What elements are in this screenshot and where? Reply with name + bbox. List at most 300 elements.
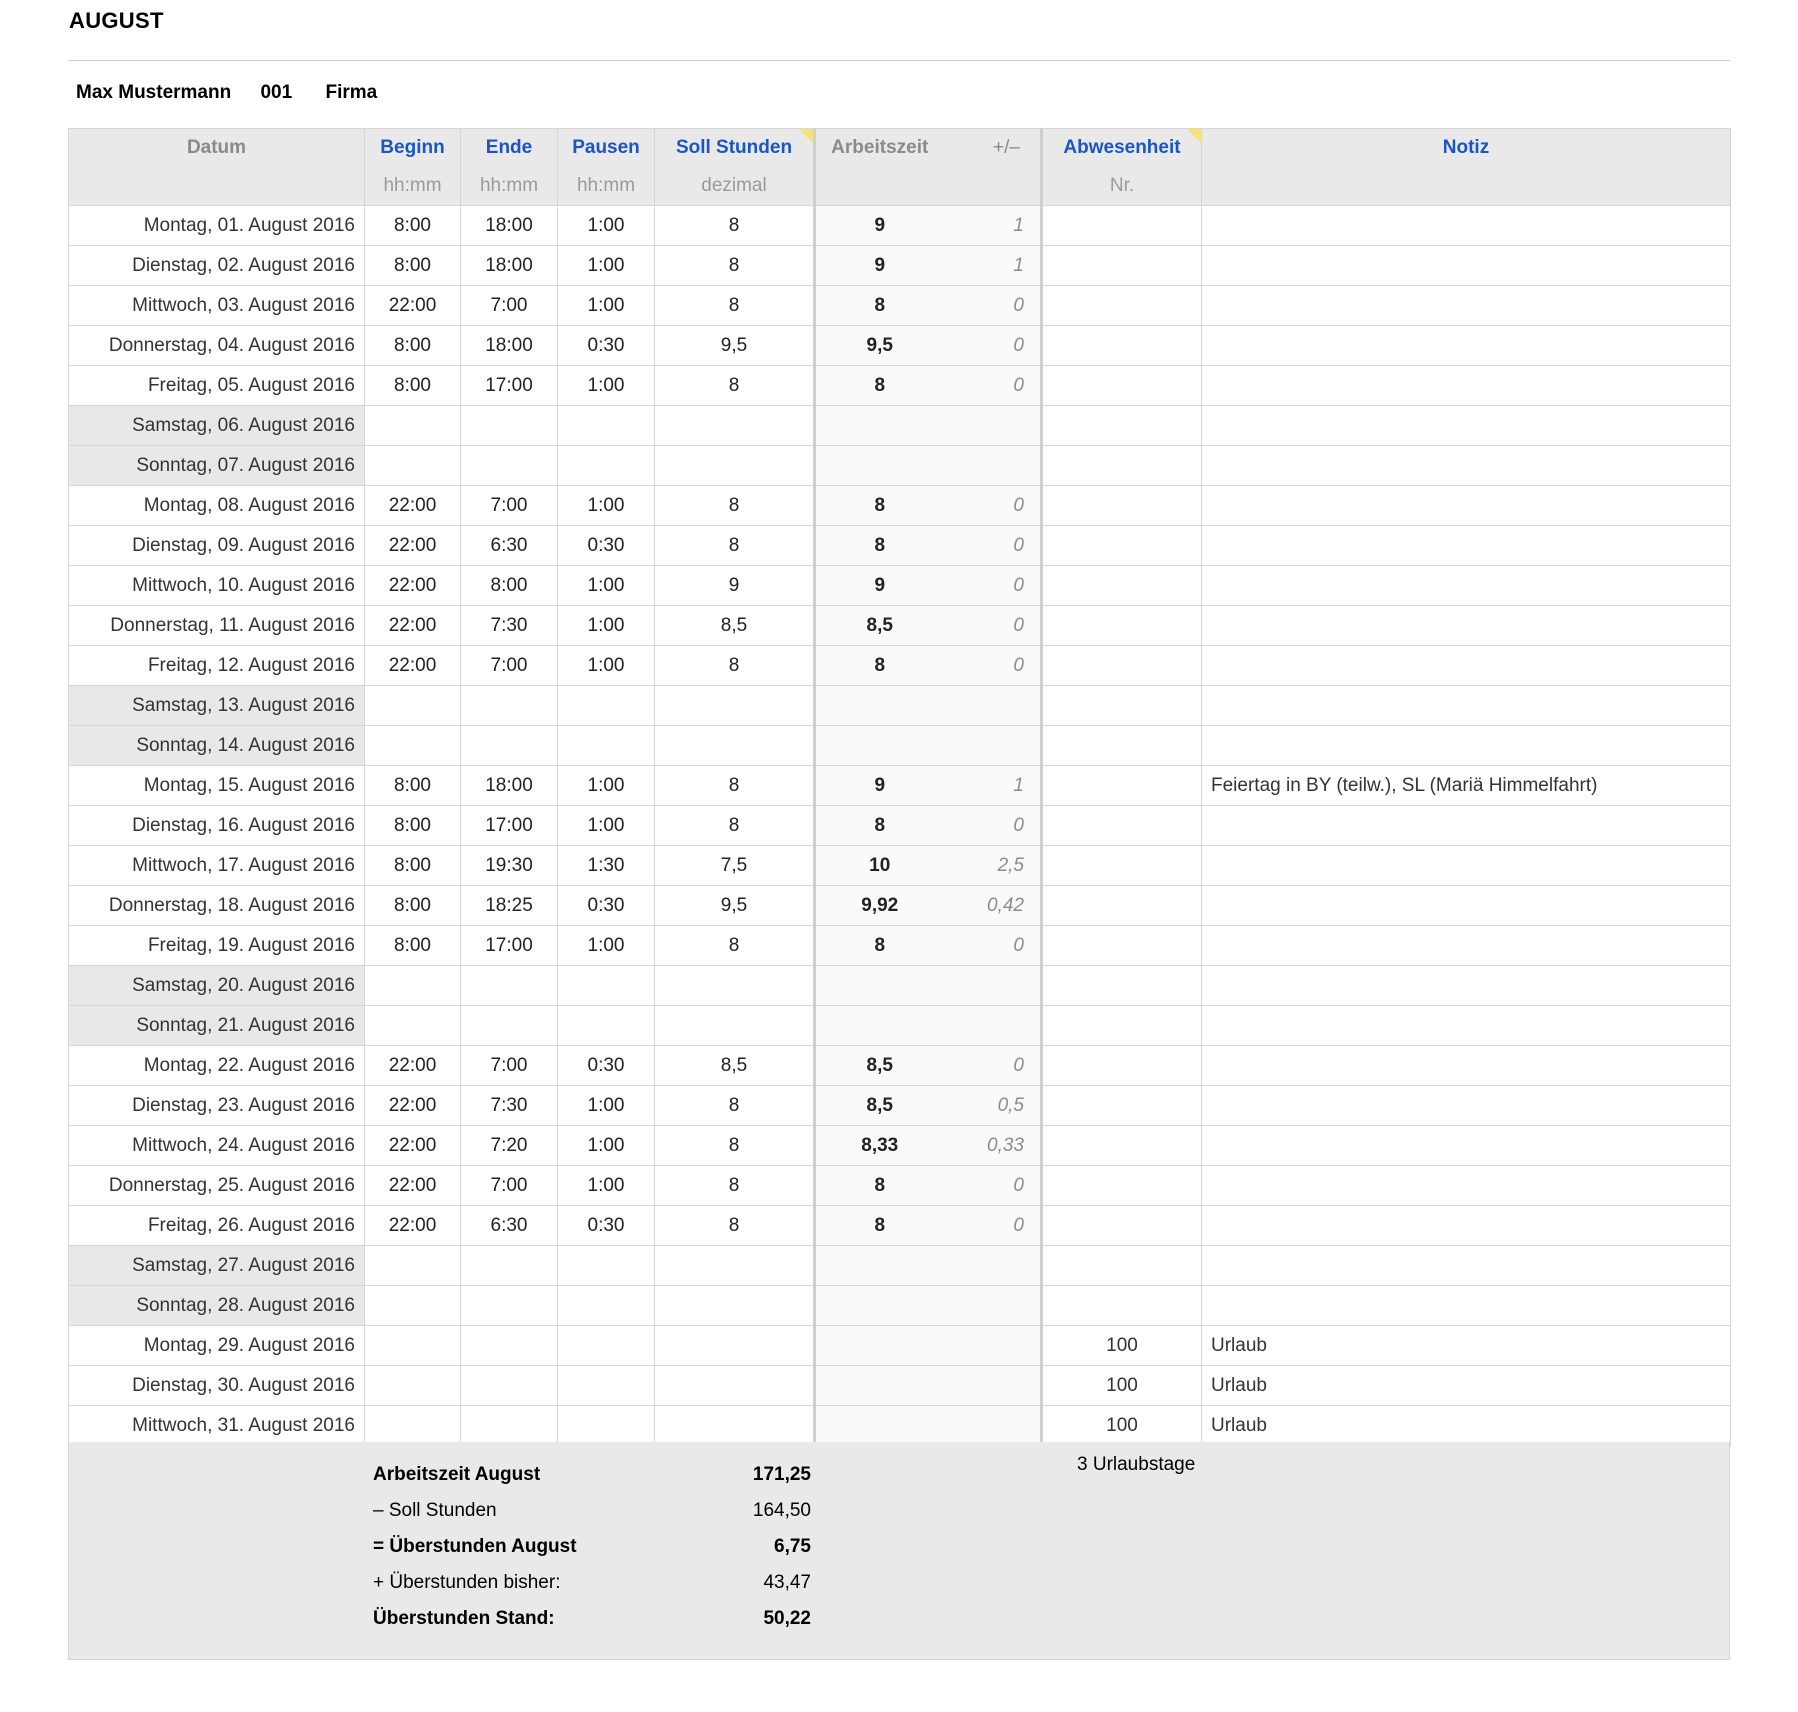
ende-cell[interactable] (461, 1246, 558, 1286)
ende-cell[interactable] (461, 406, 558, 446)
diff-cell: 0 (944, 806, 1042, 846)
date-cell: Mittwoch, 10. August 2016 (69, 566, 365, 606)
date-cell: Sonntag, 28. August 2016 (69, 1286, 365, 1326)
notiz-cell[interactable]: Feiertag in BY (teilw.), SL (Mariä Himmelfahrt) (1202, 766, 1731, 806)
beginn-cell[interactable] (365, 446, 461, 486)
pausen-cell[interactable]: 1:00 (558, 806, 655, 846)
summary-label: + Überstunden bisher: (373, 1572, 561, 1593)
notiz-cell[interactable] (1202, 806, 1731, 846)
pausen-cell[interactable]: 1:00 (558, 1126, 655, 1166)
notiz-cell[interactable] (1202, 1166, 1731, 1206)
summary-label: = Überstunden August (373, 1536, 577, 1557)
summary-label: Überstunden Stand: (373, 1608, 555, 1629)
summary-value: 164,50 (752, 1500, 811, 1521)
ende-cell[interactable]: 7:30 (461, 1086, 558, 1126)
beginn-cell[interactable] (365, 726, 461, 766)
abwesenheit-cell[interactable] (1042, 926, 1202, 966)
ende-cell[interactable]: 6:30 (461, 1206, 558, 1246)
abwesenheit-cell[interactable] (1042, 246, 1202, 286)
notiz-cell[interactable]: Urlaub (1202, 1326, 1731, 1366)
beginn-cell[interactable]: 8:00 (365, 846, 461, 886)
ende-cell[interactable]: 7:20 (461, 1126, 558, 1166)
col-header-ende[interactable]: Ende (461, 129, 558, 168)
abwesenheit-cell[interactable] (1042, 326, 1202, 366)
table-row (69, 646, 1731, 686)
ende-cell[interactable]: 18:00 (461, 206, 558, 246)
notiz-cell[interactable] (1202, 326, 1731, 366)
abwesenheit-cell[interactable] (1042, 766, 1202, 806)
abwesenheit-cell[interactable] (1042, 1166, 1202, 1206)
unit-soll: dezimal (655, 167, 815, 206)
unit-abwesenheit: Nr. (1042, 167, 1202, 206)
pausen-cell[interactable] (558, 1366, 655, 1406)
soll-cell[interactable]: 9,5 (655, 326, 815, 366)
notiz-cell[interactable] (1202, 886, 1731, 926)
beginn-cell[interactable] (365, 1006, 461, 1046)
pausen-cell[interactable] (558, 1326, 655, 1366)
ende-cell[interactable]: 18:00 (461, 766, 558, 806)
soll-cell[interactable] (655, 446, 815, 486)
timesheet-body (69, 206, 1731, 1446)
unit-notiz (1202, 167, 1731, 206)
unit-diff (944, 167, 1042, 206)
notiz-cell[interactable] (1202, 606, 1731, 646)
col-header-soll-stunden[interactable]: Soll Stunden (655, 129, 815, 168)
soll-cell[interactable] (655, 966, 815, 1006)
date-cell: Donnerstag, 25. August 2016 (69, 1166, 365, 1206)
header-row (69, 129, 1731, 168)
date-cell: Freitag, 26. August 2016 (69, 1206, 365, 1246)
ende-cell[interactable] (461, 726, 558, 766)
abwesenheit-cell[interactable] (1042, 1086, 1202, 1126)
ende-cell[interactable]: 7:00 (461, 1046, 558, 1086)
unit-datum (69, 167, 365, 206)
date-cell: Samstag, 06. August 2016 (69, 406, 365, 446)
abwesenheit-cell[interactable] (1042, 1286, 1202, 1326)
notiz-cell[interactable] (1202, 526, 1731, 566)
ende-cell[interactable]: 17:00 (461, 806, 558, 846)
date-cell: Mittwoch, 31. August 2016 (69, 1406, 365, 1446)
table-row (69, 206, 1731, 246)
abwesenheit-cell[interactable] (1042, 206, 1202, 246)
notiz-cell[interactable]: Urlaub (1202, 1366, 1731, 1406)
notiz-cell[interactable] (1202, 246, 1731, 286)
soll-cell[interactable]: 7,5 (655, 846, 815, 886)
abwesenheit-cell[interactable] (1042, 606, 1202, 646)
diff-cell: 0 (944, 1206, 1042, 1246)
table-row-weekend (69, 726, 1731, 766)
beginn-cell[interactable]: 8:00 (365, 926, 461, 966)
pausen-cell[interactable] (558, 446, 655, 486)
arbeitszeit-cell (815, 1406, 944, 1446)
arbeitszeit-cell: 8 (815, 526, 944, 566)
table-row (69, 1086, 1731, 1126)
beginn-cell[interactable] (365, 966, 461, 1006)
beginn-cell[interactable] (365, 1366, 461, 1406)
beginn-cell[interactable]: 22:00 (365, 1046, 461, 1086)
arbeitszeit-cell: 8 (815, 926, 944, 966)
notiz-cell[interactable] (1202, 1046, 1731, 1086)
table-row (69, 1166, 1731, 1206)
beginn-cell[interactable]: 8:00 (365, 886, 461, 926)
pausen-cell[interactable]: 1:00 (558, 246, 655, 286)
col-header-notiz[interactable]: Notiz (1202, 129, 1731, 168)
arbeitszeit-cell: 8,5 (815, 1046, 944, 1086)
soll-cell[interactable]: 8 (655, 526, 815, 566)
arbeitszeit-cell: 8 (815, 486, 944, 526)
summary-label: Arbeitszeit August (373, 1464, 541, 1485)
pausen-cell[interactable]: 0:30 (558, 526, 655, 566)
beginn-cell[interactable]: 22:00 (365, 286, 461, 326)
date-cell: Sonntag, 07. August 2016 (69, 446, 365, 486)
abwesenheit-cell[interactable] (1042, 886, 1202, 926)
diff-cell: 0 (944, 286, 1042, 326)
table-row (69, 246, 1731, 286)
soll-cell[interactable]: 8 (655, 646, 815, 686)
date-cell: Montag, 01. August 2016 (69, 206, 365, 246)
pausen-cell[interactable]: 1:00 (558, 1086, 655, 1126)
summary-panel (68, 1442, 1730, 1660)
ende-cell[interactable]: 7:30 (461, 606, 558, 646)
ende-cell[interactable] (461, 1006, 558, 1046)
arbeitszeit-cell: 10 (815, 846, 944, 886)
diff-cell: 0 (944, 1166, 1042, 1206)
beginn-cell[interactable] (365, 1326, 461, 1366)
ende-cell[interactable]: 17:00 (461, 926, 558, 966)
table-row (69, 1046, 1731, 1086)
pausen-cell[interactable]: 1:00 (558, 366, 655, 406)
notiz-cell[interactable] (1202, 446, 1731, 486)
beginn-cell[interactable] (365, 406, 461, 446)
soll-cell[interactable]: 8 (655, 766, 815, 806)
beginn-cell[interactable]: 22:00 (365, 1206, 461, 1246)
ende-cell[interactable] (461, 1286, 558, 1326)
diff-cell (944, 1406, 1042, 1446)
diff-cell (944, 966, 1042, 1006)
ende-cell[interactable]: 6:30 (461, 526, 558, 566)
diff-cell: 0 (944, 486, 1042, 526)
pausen-cell[interactable] (558, 1286, 655, 1326)
pausen-cell[interactable]: 0:30 (558, 1046, 655, 1086)
soll-cell[interactable]: 8 (655, 206, 815, 246)
col-header-abwesenheit[interactable]: Abwesenheit (1042, 129, 1202, 168)
abwesenheit-cell[interactable] (1042, 1246, 1202, 1286)
pausen-cell[interactable]: 1:00 (558, 486, 655, 526)
abwesenheit-cell[interactable] (1042, 1046, 1202, 1086)
ende-cell[interactable] (461, 446, 558, 486)
company-name: Firma (325, 82, 378, 103)
soll-cell[interactable]: 8 (655, 366, 815, 406)
soll-cell[interactable]: 8 (655, 1086, 815, 1126)
unit-arbeitszeit (815, 167, 944, 206)
pausen-cell[interactable] (558, 686, 655, 726)
pausen-cell[interactable]: 1:00 (558, 766, 655, 806)
notiz-cell[interactable] (1202, 406, 1731, 446)
beginn-cell[interactable]: 8:00 (365, 766, 461, 806)
ende-cell[interactable] (461, 1406, 558, 1446)
arbeitszeit-cell: 8 (815, 286, 944, 326)
soll-cell[interactable]: 8 (655, 1126, 815, 1166)
notiz-cell[interactable] (1202, 926, 1731, 966)
beginn-cell[interactable]: 22:00 (365, 566, 461, 606)
date-cell: Sonntag, 21. August 2016 (69, 1006, 365, 1046)
soll-cell[interactable]: 8 (655, 286, 815, 326)
timesheet-table (68, 128, 1731, 1446)
pausen-cell[interactable] (558, 1006, 655, 1046)
diff-cell (944, 726, 1042, 766)
ende-cell[interactable] (461, 686, 558, 726)
beginn-cell[interactable]: 22:00 (365, 1166, 461, 1206)
ende-cell[interactable]: 7:00 (461, 286, 558, 326)
date-cell: Freitag, 05. August 2016 (69, 366, 365, 406)
notiz-cell[interactable] (1202, 1126, 1731, 1166)
date-cell: Samstag, 27. August 2016 (69, 1246, 365, 1286)
beginn-cell[interactable]: 22:00 (365, 646, 461, 686)
summary-value: 50,22 (763, 1608, 811, 1629)
soll-cell[interactable] (655, 1406, 815, 1446)
soll-cell[interactable] (655, 1006, 815, 1046)
arbeitszeit-cell (815, 1246, 944, 1286)
notiz-cell[interactable] (1202, 726, 1731, 766)
pausen-cell[interactable] (558, 726, 655, 766)
abwesenheit-cell[interactable]: 100 (1042, 1366, 1202, 1406)
arbeitszeit-cell: 9,92 (815, 886, 944, 926)
notiz-cell[interactable] (1202, 846, 1731, 886)
soll-cell[interactable]: 9,5 (655, 886, 815, 926)
abwesenheit-cell[interactable] (1042, 726, 1202, 766)
abwesenheit-cell[interactable] (1042, 526, 1202, 566)
arbeitszeit-cell (815, 446, 944, 486)
abwesenheit-cell[interactable] (1042, 286, 1202, 326)
summary-value: 6,75 (774, 1536, 811, 1557)
pausen-cell[interactable]: 1:30 (558, 846, 655, 886)
ende-cell[interactable] (461, 966, 558, 1006)
diff-cell: 1 (944, 766, 1042, 806)
arbeitszeit-cell: 9,5 (815, 326, 944, 366)
soll-cell[interactable]: 9 (655, 566, 815, 606)
soll-cell[interactable] (655, 1246, 815, 1286)
pausen-cell[interactable]: 1:00 (558, 286, 655, 326)
diff-cell: 0 (944, 606, 1042, 646)
ende-cell[interactable]: 19:30 (461, 846, 558, 886)
pausen-cell[interactable]: 1:00 (558, 926, 655, 966)
header-units-row (69, 167, 1731, 206)
date-cell: Mittwoch, 24. August 2016 (69, 1126, 365, 1166)
title-divider (68, 60, 1730, 61)
pausen-cell[interactable] (558, 406, 655, 446)
ende-cell[interactable]: 7:00 (461, 1166, 558, 1206)
soll-cell[interactable] (655, 406, 815, 446)
ende-cell[interactable]: 18:00 (461, 326, 558, 366)
table-row (69, 486, 1731, 526)
pausen-cell[interactable] (558, 1406, 655, 1446)
ende-cell[interactable]: 18:00 (461, 246, 558, 286)
diff-cell: 2,5 (944, 846, 1042, 886)
abwesenheit-cell[interactable] (1042, 966, 1202, 1006)
soll-cell[interactable]: 8 (655, 1206, 815, 1246)
abwesenheit-cell[interactable] (1042, 366, 1202, 406)
soll-cell[interactable]: 8 (655, 246, 815, 286)
arbeitszeit-cell: 9 (815, 766, 944, 806)
date-cell: Dienstag, 23. August 2016 (69, 1086, 365, 1126)
abwesenheit-cell[interactable] (1042, 1006, 1202, 1046)
abwesenheit-cell[interactable] (1042, 1206, 1202, 1246)
beginn-cell[interactable]: 22:00 (365, 486, 461, 526)
arbeitszeit-cell: 8,5 (815, 1086, 944, 1126)
table-row-weekend (69, 966, 1731, 1006)
notiz-cell[interactable] (1202, 486, 1731, 526)
notiz-cell[interactable] (1202, 646, 1731, 686)
diff-cell (944, 1286, 1042, 1326)
arbeitszeit-cell: 8 (815, 1206, 944, 1246)
table-row (69, 566, 1731, 606)
col-header-datum: Datum (69, 129, 365, 168)
ende-cell[interactable] (461, 1366, 558, 1406)
abwesenheit-cell[interactable] (1042, 686, 1202, 726)
ende-cell[interactable]: 7:00 (461, 486, 558, 526)
notiz-cell[interactable] (1202, 1206, 1731, 1246)
col-header-pausen[interactable]: Pausen (558, 129, 655, 168)
summary-label: – Soll Stunden (373, 1500, 497, 1521)
beginn-cell[interactable]: 22:00 (365, 1126, 461, 1166)
soll-cell[interactable]: 8 (655, 926, 815, 966)
arbeitszeit-cell: 8 (815, 1166, 944, 1206)
table-row (69, 326, 1731, 366)
pausen-cell[interactable]: 1:00 (558, 646, 655, 686)
soll-cell[interactable]: 8,5 (655, 1046, 815, 1086)
pausen-cell[interactable]: 0:30 (558, 1206, 655, 1246)
beginn-cell[interactable]: 8:00 (365, 806, 461, 846)
pausen-cell[interactable] (558, 1246, 655, 1286)
date-cell: Freitag, 19. August 2016 (69, 926, 365, 966)
soll-cell[interactable] (655, 1366, 815, 1406)
col-header-beginn[interactable]: Beginn (365, 129, 461, 168)
pausen-cell[interactable]: 1:00 (558, 206, 655, 246)
notiz-cell[interactable] (1202, 1086, 1731, 1126)
date-cell: Donnerstag, 18. August 2016 (69, 886, 365, 926)
abwesenheit-cell[interactable] (1042, 446, 1202, 486)
soll-cell[interactable]: 8 (655, 806, 815, 846)
soll-cell[interactable] (655, 1326, 815, 1366)
employee-name: Max Mustermann (76, 82, 232, 103)
arbeitszeit-cell: 8,5 (815, 606, 944, 646)
date-cell: Montag, 29. August 2016 (69, 1326, 365, 1366)
notiz-cell[interactable] (1202, 1246, 1731, 1286)
table-row-weekend (69, 686, 1731, 726)
notiz-cell[interactable] (1202, 1286, 1731, 1326)
abwesenheit-cell[interactable] (1042, 1126, 1202, 1166)
diff-cell: 0 (944, 566, 1042, 606)
table-row (69, 886, 1731, 926)
abwesenheit-cell[interactable]: 100 (1042, 1406, 1202, 1446)
arbeitszeit-cell: 9 (815, 246, 944, 286)
pausen-cell[interactable]: 0:30 (558, 326, 655, 366)
date-cell: Montag, 22. August 2016 (69, 1046, 365, 1086)
beginn-cell[interactable]: 8:00 (365, 326, 461, 366)
abwesenheit-cell[interactable] (1042, 406, 1202, 446)
abwesenheit-cell[interactable] (1042, 806, 1202, 846)
beginn-cell[interactable]: 8:00 (365, 246, 461, 286)
notiz-cell[interactable] (1202, 366, 1731, 406)
table-row (69, 286, 1731, 326)
diff-cell: 0,42 (944, 886, 1042, 926)
notiz-cell[interactable] (1202, 566, 1731, 606)
diff-cell: 0 (944, 646, 1042, 686)
soll-cell[interactable]: 8 (655, 1166, 815, 1206)
diff-cell: 0 (944, 326, 1042, 366)
beginn-cell[interactable]: 22:00 (365, 526, 461, 566)
ende-cell[interactable]: 17:00 (461, 366, 558, 406)
beginn-cell[interactable]: 8:00 (365, 366, 461, 406)
date-cell: Freitag, 12. August 2016 (69, 646, 365, 686)
beginn-cell[interactable] (365, 1406, 461, 1446)
diff-cell (944, 686, 1042, 726)
pausen-cell[interactable] (558, 966, 655, 1006)
abwesenheit-cell[interactable] (1042, 846, 1202, 886)
arbeitszeit-cell (815, 686, 944, 726)
abwesenheit-cell[interactable] (1042, 646, 1202, 686)
pausen-cell[interactable]: 0:30 (558, 886, 655, 926)
table-row-weekend (69, 1006, 1731, 1046)
employee-number: 001 (260, 82, 293, 103)
notiz-cell[interactable] (1202, 966, 1731, 1006)
pausen-cell[interactable]: 1:00 (558, 606, 655, 646)
soll-cell[interactable] (655, 1286, 815, 1326)
notiz-cell[interactable] (1202, 686, 1731, 726)
ende-cell[interactable]: 18:25 (461, 886, 558, 926)
notiz-cell[interactable] (1202, 286, 1731, 326)
arbeitszeit-cell: 8,33 (815, 1126, 944, 1166)
diff-cell: 0,5 (944, 1086, 1042, 1126)
diff-cell (944, 1246, 1042, 1286)
arbeitszeit-cell (815, 1286, 944, 1326)
abwesenheit-cell[interactable] (1042, 486, 1202, 526)
beginn-cell[interactable] (365, 1286, 461, 1326)
ende-cell[interactable] (461, 1326, 558, 1366)
soll-cell[interactable]: 8,5 (655, 606, 815, 646)
date-cell: Dienstag, 09. August 2016 (69, 526, 365, 566)
ende-cell[interactable]: 8:00 (461, 566, 558, 606)
arbeitszeit-cell (815, 1366, 944, 1406)
unit-beginn: hh:mm (365, 167, 461, 206)
pausen-cell[interactable]: 1:00 (558, 1166, 655, 1206)
arbeitszeit-cell: 8 (815, 646, 944, 686)
beginn-cell[interactable] (365, 686, 461, 726)
date-cell: Mittwoch, 17. August 2016 (69, 846, 365, 886)
abwesenheit-cell[interactable]: 100 (1042, 1326, 1202, 1366)
notiz-cell[interactable]: Urlaub (1202, 1406, 1731, 1446)
date-cell: Montag, 15. August 2016 (69, 766, 365, 806)
beginn-cell[interactable]: 22:00 (365, 1086, 461, 1126)
soll-cell[interactable] (655, 686, 815, 726)
beginn-cell[interactable]: 22:00 (365, 606, 461, 646)
beginn-cell[interactable] (365, 1246, 461, 1286)
diff-cell: 0 (944, 526, 1042, 566)
ende-cell[interactable]: 7:00 (461, 646, 558, 686)
table-row (69, 1206, 1731, 1246)
pausen-cell[interactable]: 1:00 (558, 566, 655, 606)
notiz-cell[interactable] (1202, 206, 1731, 246)
soll-cell[interactable]: 8 (655, 486, 815, 526)
arbeitszeit-cell: 8 (815, 806, 944, 846)
abwesenheit-cell[interactable] (1042, 566, 1202, 606)
diff-cell: 0,33 (944, 1126, 1042, 1166)
date-cell: Dienstag, 30. August 2016 (69, 1366, 365, 1406)
soll-cell[interactable] (655, 726, 815, 766)
arbeitszeit-cell (815, 726, 944, 766)
notiz-cell[interactable] (1202, 1006, 1731, 1046)
beginn-cell[interactable]: 8:00 (365, 206, 461, 246)
